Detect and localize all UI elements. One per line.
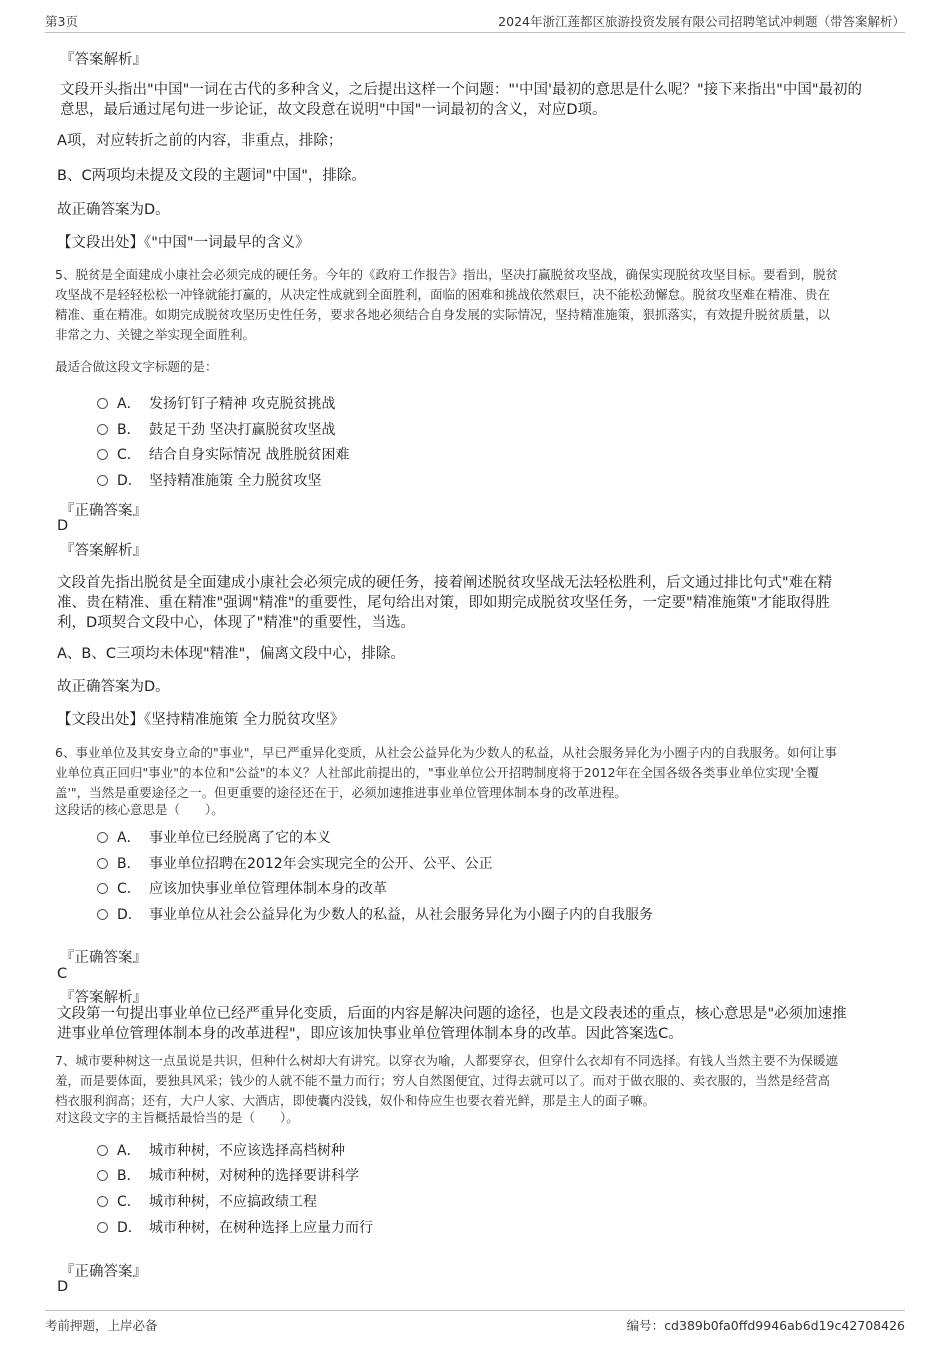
radio-icon[interactable] (97, 883, 108, 894)
q5-option-c[interactable]: C． 结合自身实际情况 战胜脱贫困难 (97, 445, 349, 465)
q5-option-a[interactable]: A． 发扬钉钉子精神 攻克脱贫挑战 (97, 394, 335, 414)
q5-analysis-line: 准、贵在精准、重在精准"强调"精准"的重要性，尾句给出对策，即如期完成脱贫攻坚任务，一定要"精准施策"才能取得胜 (57, 595, 830, 611)
q4-line: 故正确答案为D。 (57, 202, 170, 218)
q7-stem-line: 对这段文字的主旨概括最恰当的是（ ）。 (55, 1110, 299, 1125)
q5-stem (55, 265, 838, 345)
footer-code (627, 1316, 905, 1334)
q5-option-d[interactable]: D． 坚持精准施策 全力脱贫攻坚 (97, 471, 321, 491)
q5-analysis (57, 573, 832, 633)
footer-slogan: 考前押题，上岸必备 (45, 1318, 158, 1333)
q4-analysis-line: 意思，最后通过尾句进一步论证，故文段意在说明"中国"一词最初的含义，对应D项。 (60, 102, 607, 118)
page-number: 第3页 (45, 14, 78, 29)
q6-option-a[interactable]: A． 事业单位已经脱离了它的本义 (97, 828, 331, 848)
q6-analysis-line: 文段第一句提出事业单位已经严重异化变质，后面的内容是解决问题的途径，也是文段表述的重点，核心意思是"必须加速推 (57, 1006, 847, 1022)
q6-correct-answer: C (57, 966, 68, 982)
q7-correct-answer: D (57, 1279, 69, 1295)
radio-icon[interactable] (97, 475, 108, 486)
q7-option-d[interactable]: D． 城市种树，在树种选择上应量力而行 (97, 1218, 373, 1238)
q4-analysis-label: 『答案解析』 (60, 52, 147, 68)
radio-icon[interactable] (97, 424, 108, 435)
q5-analysis-line: 文段首先指出脱贫是全面建成小康社会必须完成的硬任务，接着阐述脱贫攻坚战无法轻松胜利，后文通过排比句式"难在精 (57, 575, 833, 591)
q5-source: 【文段出处】《坚持精准施策 全力脱贫攻坚》 (57, 712, 345, 728)
radio-icon[interactable] (97, 1145, 108, 1156)
q6-stem-line: 6、事业单位及其安身立命的"事业"，早已严重异化变质，从社会公益异化为少数人的私益，从社会服务异化为小圈子内的自我服务。如何让事 (55, 745, 837, 760)
q7-stem-line: 7、城市要种树这一点虽说是共识，但种什么树却大有讲究。以穿衣为喻，人都要穿衣，但穿什么衣却有不同选择。有钱人当然主要不为保暖遮 (55, 1053, 838, 1068)
q4-analysis (60, 80, 862, 120)
q6-option-b[interactable]: B． 事业单位招聘在2012年会实现完全的公开、公平、公正 (97, 854, 493, 874)
q5-stem-line: 非常之力、关键之举实现全面胜利。 (55, 327, 256, 342)
q4-analysis-line: 文段开头指出"中国"一词在古代的多种含义，之后提出这样一个问题："'中国'最初的意思是什么呢？"接下来指出"中国"最初的 (60, 82, 862, 98)
q7-option-c[interactable]: C． 城市种树，不应搞政绩工程 (97, 1192, 317, 1212)
radio-icon[interactable] (97, 449, 108, 460)
q5-correct-answer: D (57, 518, 69, 534)
q6-correct-label: 『正确答案』 (60, 950, 147, 966)
q7-stem-line: 档衣服利润高；还有，大户人家、大酒店，即使囊内没钱，奴仆和侍应生也要衣着光鲜，那是主人的面子嘛。 (55, 1093, 656, 1108)
q6-stem-line: 这段话的核心意思是（ ）。 (55, 802, 224, 817)
radio-icon[interactable] (97, 858, 108, 869)
radio-icon[interactable] (97, 909, 108, 920)
q5-line: 故正确答案为D。 (57, 679, 170, 695)
q4-source: 【文段出处】《"中国"一词最早的含义》 (57, 235, 310, 251)
q5-option-b[interactable]: B． 鼓足干劲 坚决打赢脱贫攻坚战 (97, 420, 335, 440)
footer-rule (45, 1310, 905, 1311)
q6-stem (55, 743, 837, 820)
q5-stem-line: 精准、重在精准。如期完成脱贫攻坚历史性任务，要求各地必须结合自身发展的实际情况，坚持精准施策，狠抓落实，有效提升脱贫质量，以 (55, 307, 831, 322)
footer-code-label: 编号： (626, 1318, 665, 1333)
radio-icon[interactable] (97, 832, 108, 843)
radio-icon[interactable] (97, 1196, 108, 1207)
q5-stem-line: 5、脱贫是全面建成小康社会必须完成的硬任务。今年的《政府工作报告》指出，坚决打赢脱贫攻坚战，确保实现脱贫攻坚目标。要看到，脱贫 (55, 267, 838, 282)
header-rule (45, 32, 905, 33)
q5-stem-line: 攻坚战不是轻轻松松一冲锋就能打赢的，从决定性成就到全面胜利，面临的困难和挑战依然艰巨，决不能松劲懈怠。脱贫攻坚难在精准、贵在 (55, 287, 831, 302)
document-title: 2024年浙江莲都区旅游投资发展有限公司招聘笔试冲刺题（带答案解析） (498, 14, 905, 29)
q5-question: 最适合做这段文字标题的是： (55, 359, 218, 374)
q7-stem-line: 羞，而是要体面，要独具风采；钱少的人就不能不量力而行；穷人自然图便宜，过得去就可以了。而对于做衣服的、卖衣服的，当然是经营高 (55, 1073, 831, 1088)
radio-icon[interactable] (97, 1170, 108, 1181)
footer-code-value: cd389b0fa0ffd9946ab6d19c42708426 (664, 1318, 905, 1333)
q5-line: A、B、C三项均未体现"精准"，偏离文段中心，排除。 (57, 646, 405, 662)
q5-analysis-line: 利，D项契合文段中心，体现了"精准"的重要性，当选。 (57, 615, 416, 631)
q7-option-b[interactable]: B． 城市种树，对树种的选择要讲科学 (97, 1166, 359, 1186)
q6-analysis-label: 『答案解析』 (60, 990, 147, 1006)
q5-correct-label: 『正确答案』 (60, 503, 147, 519)
radio-icon[interactable] (97, 1222, 108, 1233)
q4-line: B、C两项均未提及文段的主题词"中国"，排除。 (57, 168, 366, 184)
q6-analysis-line: 进事业单位管理体制本身的改革进程"，即应该加快事业单位管理体制本身的改革。因此答案选C。 (57, 1026, 683, 1042)
q6-analysis (57, 1004, 847, 1044)
q4-line: A项，对应转折之前的内容，非重点，排除； (57, 133, 343, 149)
q6-option-d[interactable]: D． 事业单位从社会公益异化为少数人的私益，从社会服务异化为小圈子内的自我服务 (97, 905, 653, 925)
q7-correct-label: 『正确答案』 (60, 1264, 147, 1280)
q5-analysis-label: 『答案解析』 (60, 543, 147, 559)
q6-stem-line: 业单位真正回归"事业"的本位和"公益"的本义？人社部此前提出的，"事业单位公开招聘制度将于2012年在全国各级各类事业单位实现'全覆 (55, 765, 819, 780)
q7-option-a[interactable]: A． 城市种树，不应该选择高档树种 (97, 1141, 345, 1161)
radio-icon[interactable] (97, 398, 108, 409)
q6-stem-line: 盖'"，当然是重要途径之一。但更重要的途径还在于，必须加速推进事业单位管理体制本身的改革进程。 (55, 785, 627, 800)
q6-option-c[interactable]: C． 应该加快事业单位管理体制本身的改革 (97, 879, 387, 899)
q7-stem (55, 1051, 838, 1128)
